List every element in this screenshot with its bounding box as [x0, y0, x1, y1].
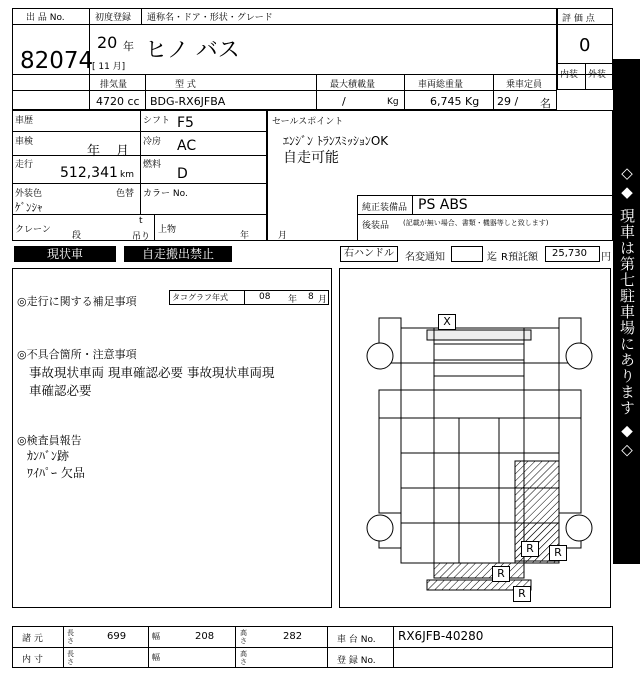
width-value: 208 [195, 631, 215, 642]
max-load-label: 最大積載量 [330, 80, 376, 90]
mileage-value: 512,341 [60, 165, 118, 181]
length-value: 699 [107, 631, 127, 642]
genuine-equipment-value: PS ABS [418, 197, 468, 213]
upper-month-unit: 月 [278, 231, 288, 241]
deposit-value: 25,730 [552, 248, 587, 259]
tacho-label: タコグラフ年式 [172, 293, 228, 302]
chassis-value: RX6JFB-40280 [398, 629, 484, 643]
height-label: 高さ [240, 629, 247, 645]
crane-label: クレーン [15, 225, 51, 235]
capacity-unit: 名 [540, 97, 551, 110]
tacho-year: 08 [259, 292, 271, 302]
location-banner: ◇◆ 現車は第七駐車場にあります ◆◇ [613, 59, 640, 564]
defects-line2: 車確認必要 [29, 383, 92, 398]
ac-label: 冷房 [143, 137, 162, 147]
registration-label: 登 録 No. [337, 656, 376, 666]
max-load-value: / [342, 95, 346, 108]
model-label: 型 式 [175, 80, 196, 90]
name-change-label: 名変通知 [405, 252, 445, 263]
reg-year: 20 [97, 33, 118, 52]
damage-mark-r4: R [513, 586, 531, 602]
color-value: ｹﾞﾝｼｬ [15, 201, 43, 214]
inspector-heading: ◎検査員報告 [17, 434, 82, 447]
sales-points-label: セールスポイント [272, 117, 344, 127]
mileage-label: 走行 [15, 160, 34, 170]
interior-score-label: 内装 [560, 70, 579, 80]
interior-length-label: 長さ [67, 650, 74, 666]
length-label: 長さ [67, 629, 74, 645]
mileage-unit: km [120, 170, 134, 180]
current-state-badge: 現状車 [14, 246, 116, 262]
damage-mark-r2: R [549, 545, 567, 561]
inspection-month-unit: 月 [116, 144, 130, 159]
color-swap-label: 色替 [116, 189, 135, 199]
inspector-line2: ﾜｲﾊﾟｰ 欠品 [27, 466, 85, 480]
lot-number: 82074 [20, 48, 94, 74]
name-label: 通称名・ドア・形状・グレード [147, 13, 273, 23]
defects-heading: ◎不具合箇所・注意事項 [17, 348, 137, 361]
inspection-label: 車検 [15, 137, 34, 147]
width-label: 幅 [152, 632, 160, 641]
aftermarket-label: 後装品 [362, 221, 390, 231]
model-value: BDG-RX6JFBA [150, 95, 226, 108]
name-change-box [451, 246, 483, 262]
chassis-label: 車 台 No. [337, 635, 376, 645]
gross-weight-value: 6,745 Kg [430, 95, 480, 108]
upper-year-unit: 年 [240, 231, 250, 241]
damage-mark-r3: R [492, 566, 510, 582]
bus-diagram [339, 268, 611, 608]
no-self-drive-badge: 自走搬出禁止 [124, 246, 232, 262]
tacho-month: 8 [308, 292, 314, 302]
vehicle-name: ヒノ バス [145, 38, 240, 63]
interior-width-label: 幅 [152, 653, 160, 662]
interior-height-label: 高さ [240, 650, 247, 666]
crane-ton-unit: t [139, 216, 143, 226]
score-value: 0 [579, 35, 591, 56]
sales-point-line1: ｴﾝｼﾞﾝ ﾄﾗﾝｽﾐｯｼｮﾝOK [283, 134, 389, 148]
fuel-label: 燃料 [143, 160, 162, 170]
damage-mark-r1: R [521, 541, 539, 557]
gross-weight-label: 車両総重量 [418, 80, 464, 90]
displacement-value: 4720 cc [96, 95, 140, 108]
right-handle-badge: 右ハンドル [340, 246, 398, 262]
upper-label: 上物 [158, 225, 177, 235]
crane-hoist-unit: 吊り [132, 232, 151, 242]
lot-label: 出 品 No. [26, 13, 65, 23]
history-label: 車歴 [15, 116, 34, 126]
dims-label: 諸 元 [22, 634, 43, 644]
name-change-suffix: 迄 [487, 252, 497, 263]
crane-stage-unit: 段 [72, 231, 82, 241]
aftermarket-note: (記載が無い場合、書類・機器等しと致します) [403, 219, 549, 227]
exterior-score-label: 外装 [588, 70, 607, 80]
capacity-label: 乗車定員 [506, 80, 543, 90]
max-load-unit: Kg [387, 97, 399, 107]
displacement-label: 排気量 [100, 80, 128, 90]
first-reg-label: 初度登録 [95, 13, 132, 23]
reg-month: [ 11 月] [92, 62, 126, 72]
capacity-value: 29 / [497, 95, 519, 108]
fuel-value: D [177, 166, 188, 182]
tacho-month-unit: 月 [318, 295, 328, 305]
damage-mark-x: X [438, 314, 456, 330]
driving-heading: ◎走行に関する補足事項 [17, 295, 137, 308]
inspection-year-unit: 年 [87, 144, 101, 159]
inspector-line1: ｶﾝﾊﾞﾝ跡 [27, 449, 70, 463]
deposit-unit: 円 [601, 252, 611, 263]
shift-value: F5 [177, 115, 194, 131]
ac-value: AC [177, 138, 197, 154]
reg-year-unit: 年 [123, 40, 134, 53]
sales-point-line2: 自走可能 [283, 150, 339, 166]
genuine-equipment-label: 純正装備品 [362, 203, 408, 213]
shift-label: シフト [143, 116, 171, 126]
interior-dims-label: 内 寸 [22, 655, 43, 665]
height-value: 282 [283, 631, 303, 642]
defects-line1: 事故現状車両 現車確認必要 事故現状車両現 [29, 365, 275, 380]
deposit-label: R預託額 [501, 252, 538, 263]
tacho-year-unit: 年 [288, 295, 298, 305]
color-no-label: カラー No. [143, 189, 188, 199]
score-label: 評 価 点 [562, 14, 595, 24]
color-label: 外装色 [15, 189, 43, 199]
